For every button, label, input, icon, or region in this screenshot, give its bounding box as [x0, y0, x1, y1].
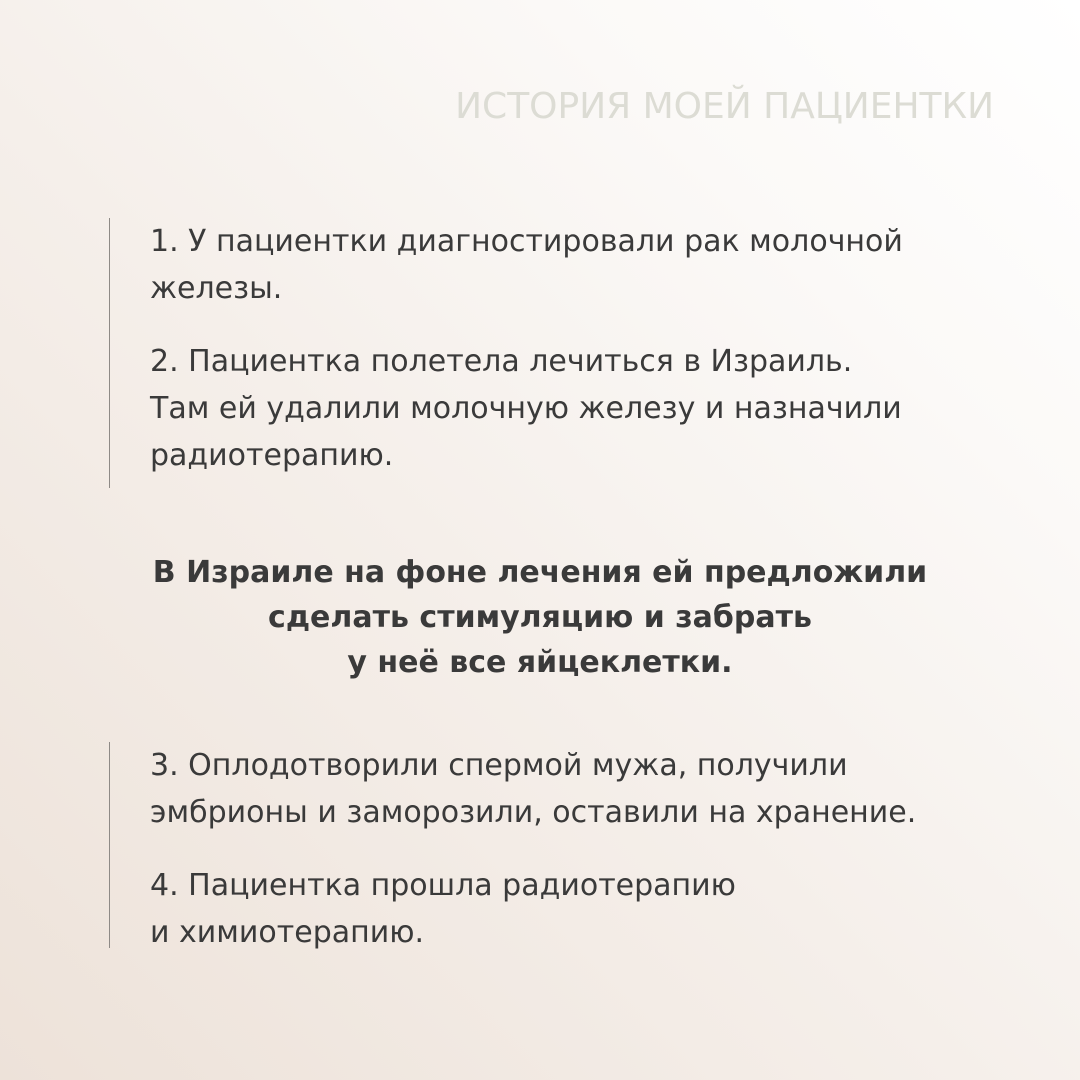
step-1-line-1: 1. У пациентки диагностировали рак молочной [150, 224, 903, 259]
step-number-1: 1 [150, 224, 170, 259]
step-4-line-1: 4. Пациентка прошла радиотерапию [150, 868, 736, 903]
steps-block-top [109, 218, 989, 488]
step-3-text-1: Оплодотворили спермой мужа, получили [188, 748, 848, 783]
step-number-4: 4 [150, 868, 170, 903]
step-item-2 [150, 338, 989, 479]
step-3-text-2: эмбрионы и заморозили, оставили на хранение. [150, 795, 917, 830]
step-item-3 [150, 742, 989, 836]
step-2-line-1: 2. Пациентка полетела лечиться в Израиль. [150, 344, 853, 379]
step-2-text-1: Пациентка полетела лечиться в Израиль. [188, 344, 853, 379]
step-4-text-2: и химиотерапию. [150, 915, 425, 950]
step-4-text-1: Пациентка прошла радиотерапию [188, 868, 736, 903]
highlight-line-2: сделать стимуляцию и забрать [268, 600, 812, 635]
highlight-line-1: В Израиле на фоне лечения ей предложили [152, 555, 928, 590]
step-1-text-2: железы. [150, 271, 283, 306]
step-2-text-2: Там ей удалили молочную железу и назначили [150, 391, 902, 426]
step-3-line-1: 3. Оплодотворили спермой мужа, получили [150, 748, 848, 783]
page-title: ИСТОРИЯ МОЕЙ ПАЦИЕНТКИ [455, 86, 994, 127]
step-number-2: 2 [150, 344, 170, 379]
step-1-text-1: У пациентки диагностировали рак молочной [188, 224, 903, 259]
step-item-4 [150, 862, 989, 956]
step-number-3: 3 [150, 748, 170, 783]
steps-block-bottom [109, 742, 989, 948]
highlight-line-3: у неё все яйцеклетки. [347, 645, 733, 680]
highlight-statement [0, 550, 1080, 685]
step-item-1 [150, 218, 989, 312]
step-2-text-3: радиотерапию. [150, 438, 394, 473]
